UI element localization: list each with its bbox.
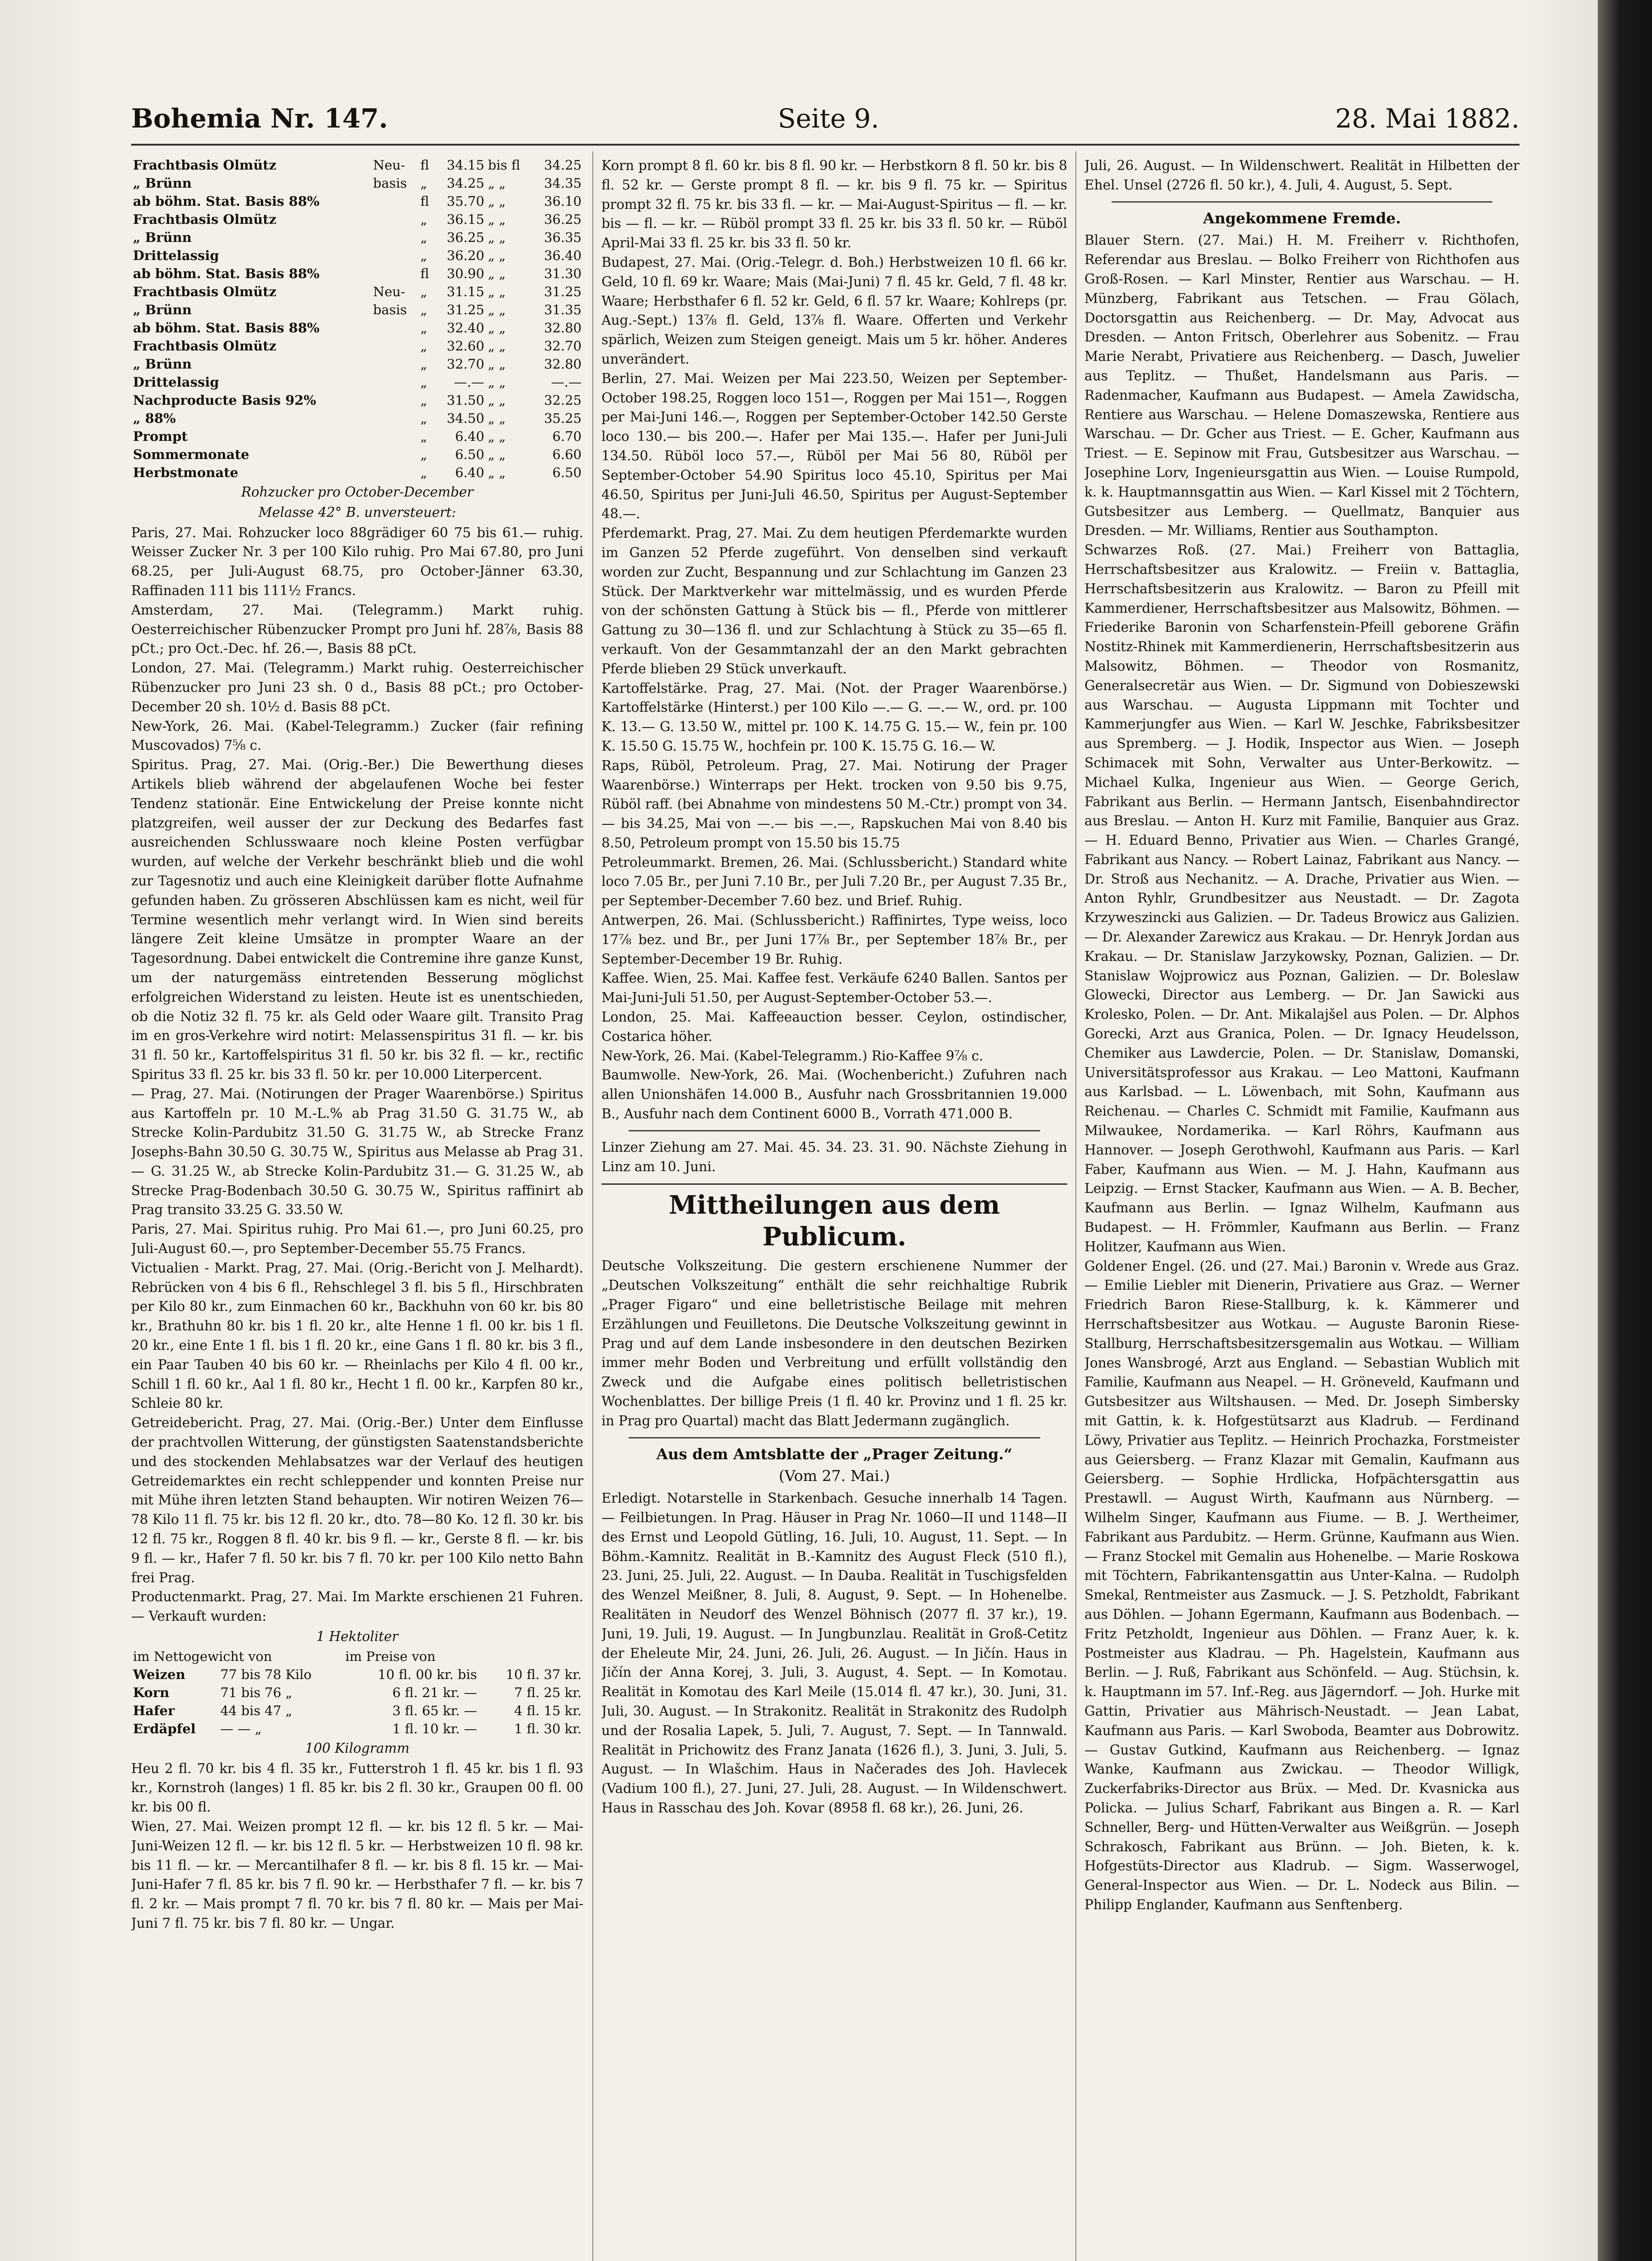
table-cell: „ „ [488, 374, 506, 390]
amtsblatt-continued: Juli, 26. August. — In Wildenschwert. Realität in Hilbetten der Ehel. Unsel (2726 fl. 50 kr.), 4. Juli, 4. August, 5. Sept. [1084, 158, 1519, 193]
table-cell: „ Brünn [133, 230, 192, 245]
table-cell: 31.30 [544, 266, 582, 281]
table-cell: 30.90 [446, 266, 484, 281]
table-cell: 32.40 [446, 320, 484, 336]
table-cell: „ „ [488, 212, 506, 227]
table-cell [371, 337, 419, 355]
table-cell: „ „ [488, 175, 506, 191]
table-cell: 34.15 [446, 157, 484, 173]
table-cell: 44 bis 47 „ [220, 1703, 293, 1718]
market-report-kaffee: Kaffee. Wien, 25. Mai. Kaffee fest. Verkäufe 6240 Ballen. Santos per Mai-Juni-Juli 51.50, per August-September-October 53.—. [601, 970, 1067, 1006]
newspaper-title: Bohemia Nr. 147. [131, 103, 388, 134]
table-row [131, 1665, 583, 1684]
table-cell: Frachtbasis Olmütz [133, 212, 277, 227]
market-report-producten: Productenmarkt. Prag, 27. Mai. Im Markte erschienen 21 Fuhren. — Verkauft wurden: [131, 1589, 583, 1624]
market-report-victualien: Victualien - Markt. Prag, 27. Mai. (Orig.-Bericht von J. Melhardt). Rebrücken von 4 bis 6 fl., Rehschlegel 3 fl. bis 5 fl., Hirschbraten per Kilo 80 kr., zum Einmachen 60 kr., Backhuhn von 60 kr. bis 80 kr., Brathuhn 80 kr. bis 1 fl. 20 kr., alte Henne 1 fl. 00 kr. bis 1 fl. 20 kr., eine Ente 1 fl. bis 1 fl. 20 kr., eine Gans 1 fl. 80 kr. bis 3 fl., ein Paar Tauben 40 bis 60 kr. — Rheinlachs per Kilo 4 fl. 00 kr., Schill 1 fl. 60 kr., Aal 1 fl. 80 kr., Hecht 1 fl. 00 kr., Karpfen 80 kr., Schleie 80 kr. [131, 1260, 583, 1411]
table-cell: 34.50 [446, 411, 484, 426]
table-cell: 31.25 [544, 284, 582, 299]
market-report-raps: Raps, Rüböl, Petroleum. Prag, 27. Mai. Notirung der Prager Waarenbörse.) Winterraps per Hekt. trocken von 9.50 bis 9.75, Rüböl raff. (bei Abnahme von mindestens 50 M.-Ctr.) prompt von 34.— bis 34.25, Mai von —.— bis —.—, Rapskuchen Mai von 8.40 bis 8.50, Petroleum prompt von 15.50 bis 15.75 [601, 757, 1067, 851]
table-cell: fl [420, 194, 429, 209]
market-report-wien: Wien, 27. Mai. Weizen prompt 12 fl. — kr. bis 12 fl. 5 kr. — Mai-Juni-Weizen 12 fl. — kr. bis 12 fl. 5 kr. — Herbstweizen 10 fl. 98 kr. bis 11 fl. — kr. — Mercantilhafer 8 fl. — kr. bis 8 fl. 15 kr. — Mai-Juni-Hafer 7 fl. 85 kr. bis 7 fl. 90 kr. — Herbsthafer 7 fl. — kr. bis 7 fl. 2 kr. — Mais prompt 7 fl. 70 kr. bis 7 fl. 80 kr. — Mais per Mai-Juni 7 fl. 75 kr. bis 7 fl. 80 kr. — Ungar. [131, 1819, 583, 1931]
table-cell [371, 265, 419, 283]
table-cell: „ [420, 284, 427, 299]
table-cell: 36.15 [446, 212, 484, 227]
table-cell [371, 409, 419, 427]
linzer-ziehung: Linzer Ziehung am 27. Mai. 45. 34. 23. 31. 90. Nächste Ziehung in Linz am 10. Juni. [601, 1139, 1067, 1174]
table-cell: „ [420, 356, 427, 372]
table-cell: „ „ [488, 194, 506, 209]
table-cell: 77 bis 78 Kilo [220, 1666, 312, 1682]
table-cell: 10 fl. 00 kr. bis [378, 1666, 477, 1682]
section-divider [629, 1437, 1040, 1438]
market-report-paris: Paris, 27. Mai. Rohzucker loco 88grädiger 60 75 bis 61.— ruhig. Weisser Zucker Nr. 3 per 100 Kilo ruhig. Pro Mai 67.80, pro Juni 68.25, per Juli-August 68.75, pro October-Jänner 63.30, Raffinaden 111 bis 111½ Francs. [131, 525, 583, 598]
table-cell: 6 fl. 21 kr. — [392, 1684, 477, 1700]
table-cell: „ [420, 393, 427, 408]
header-divider [131, 144, 1519, 146]
table-cell: 35.25 [544, 411, 582, 426]
table-cell: 6.50 [455, 447, 484, 462]
market-report-baumwolle: Baumwolle. New-York, 26. Mai. (Wochenbericht.) Zufuhren nach allen Unionshäfen 14.000 B., Ausfuhr nach Grossbritannien 19.000 B., Ausfuhr nach dem Continent 6000 B., Vorrath 471.000 B. [601, 1067, 1067, 1122]
market-report-pferdemarkt: Pferdemarkt. Prag, 27. Mai. Zu dem heutigen Pferdemarkte wurden im Ganzen 52 Pferde zugeführt. Von denselben sind verkauft worden zur Zucht, Bespannung und zur Schlachtung im Ganzen 23 Stück. Der Marktverkehr war mittelmässig, und es wurden Pferde von der schönsten Gattung à Stück bis — fl., Pferde von mittlerer Gattung zu 30—136 fl. und zur Schlachtung à Stück zu 35—65 fl. verkauft. Von der Gesammtanzahl der an den Markt gebrachten Pferde blieben 29 Stück unverkauft. [601, 525, 1067, 676]
table-cell [371, 373, 419, 391]
table-row [131, 265, 583, 283]
table-cell: 34.25 [544, 157, 582, 173]
amtsblatt-date: (Vom 27. Mai.) [779, 1467, 890, 1485]
table-row [131, 391, 583, 409]
fremde-title: Angekommene Fremde. [1203, 209, 1401, 227]
column-divider [592, 151, 593, 2261]
table-cell: „ [420, 248, 427, 263]
table-cell: „ [420, 429, 427, 444]
table-row [131, 210, 583, 228]
table-row [131, 409, 583, 427]
amtsblatt-text: Erledigt. Notarstelle in Starkenbach. Gesuche innerhalb 14 Tagen. — Feilbietungen. In Prag. Häuser in Prag Nr. 1060—II und 1148—II des Ernst und Leopold Gütling, 16. Juli, 10. August, 11. Sept. — In Böhm.-Kamnitz. Realität in B.-Kamnitz des August Fleck (510 fl.), 23. Juni, 25. Juli, 22. August. — In Dauba. Realität in Tuschigsfelden des Wenzel Meißner, 8. Juli, 8. August, 9. Sept. — In Hohenelbe. Realitäten in Neudorf des Wenzel Böhnisch (2077 fl. 37 kr.), 19. Juni, 19. Juli, 19. August. — In Jungbunzlau. Realität in Groß-Cetitz der Eheleute Mir, 24. Juni, 26. Juli, 26. August. — In Jičín. Haus in Jičín der Anna Korej, 3. Juli, 3. August, 4. Sept. — In Komotau. Realität in Komotau des Karl Meile (15.014 fl. 47 kr.), 30. Juni, 31. Juli, 30. August. — In Strakonitz. Realität in Strakonitz des Rudolph und der Rosalia Lapek, 5. Juli, 7. August, 7. Sept. — In Tannwald. Realität in Prichowitz des Franz Janata (1626 fl.), 3. Juni, 3. Juli, 5. August. — In Wlašchim. Haus in Načerades des Joh. Havlecek (Vadium 100 fl.), 27. Juni, 27. Juli, 28. August. — In Wildenschwert. Haus in Rasschau des Joh. Kovar (8958 fl. 68 kr.), 26. Juni, 26. [601, 1490, 1067, 1816]
table-cell: Frachtbasis Olmütz [133, 157, 277, 173]
table-cell: Neu- [373, 284, 405, 299]
table-cell: 31.15 [446, 284, 484, 299]
table-cell: Prompt [133, 429, 188, 444]
page-number: Seite 9. [778, 103, 880, 134]
table-cell [371, 427, 419, 445]
section-title: Mittheilungen aus dem Publicum. [601, 1183, 1067, 1253]
column-3 [1084, 156, 1519, 2261]
page-header [131, 103, 1519, 144]
table-cell: 31.50 [446, 393, 484, 408]
table-cell: 6.70 [552, 429, 582, 444]
table-cell: „ „ [488, 266, 506, 281]
hotel-blauer-stern: Blauer Stern. (27. Mai.) H. M. Freiherr v. Richthofen, Referendar aus Breslau. — Bolko Freiherr von Richthofen aus Groß-Rosen. — Karl Minster, Rentier aus Warschau. — H. Münzberg, Fabrikant aus Tetschen. — Frau Gölach, Doctorsgattin aus Reichenberg. — Dr. May, Advocat aus Dresden. — Anton Fritsch, Oberlehrer aus Sobenitz. — Frau Marie Nerabt, Privatiere aus Reichenberg. — Dasch, Juwelier aus Teplitz. — Thußet, Handelsmann aus Paris. — Radenmacher, Kaufmann aus Budapest. — Amela Zawidscha, Rentiere aus Warschau. — Helene Domaszewska, Rentiere aus Warschau. — Dr. Gcher aus Triest. — E. Gcher, Kaufmann aus Triest. — E. Sepinow mit Frau, Gutsbesitzer aus Warschau. — Josephine Lorv, Ingenieursgattin aus Wien. — Louise Rumpold, k. k. Hauptmannsgattin aus Wien. — Karl Kissel mit 2 Töchtern, Gutsbesitzer aus Lemberg. — Quellmatz, Banquier aus Dresden. — Mr. Williams, Rentier aus Southampton. [1084, 232, 1519, 539]
table-row [131, 464, 583, 482]
table-cell: 10 fl. 37 kr. [506, 1666, 582, 1682]
table-cell: „ „ [488, 230, 506, 245]
table-cell: „ „ [488, 465, 506, 480]
table-cell: 7 fl. 25 kr. [514, 1684, 582, 1700]
market-report-getreide: Getreidebericht. Prag, 27. Mai. (Orig.-Ber.) Unter dem Einflusse der prachtvollen Witterung, der günstigsten Saatenstandsberichte und des stockenden Mehlabsatzes war der Verlauf des heutigen Getreidemarktes ein recht schleppender und konnten Preise nur mit Mühe ihren letzten Stand behaupten. Wir notiren Weizen 76—78 Kilo 11 fl. 75 kr. bis 12 fl. 20 kr., dto. 78—80 Ko. 12 fl. 30 kr. bis 12 fl. 75 kr., Roggen 8 fl. 40 kr. bis 9 fl. — kr., Gerste 8 fl. — kr. bis 9 fl. — kr., Hafer 7 fl. 50 kr. bis 7 fl. 70 kr. per 100 Kilo netto Bahn frei Prag. [131, 1415, 583, 1585]
table-row [131, 355, 583, 373]
table-header: im Preise von [345, 1648, 436, 1664]
table-cell: —.— [551, 374, 582, 390]
sugar-quotes-table [131, 156, 583, 482]
table-cell: 1 fl. 30 kr. [514, 1721, 582, 1736]
table-cell: Herbstmonate [133, 465, 238, 480]
table-cell: 32.80 [544, 356, 582, 372]
rohzucker-subhead: Rohzucker pro October-December [241, 484, 473, 500]
table-cell: 6.60 [552, 447, 582, 462]
market-report-newyork: New-York, 26. Mai. (Kabel-Telegramm.) Zucker (fair refining Muscovados) 7⅝ c. [131, 718, 583, 753]
table-cell: „ 88% [133, 411, 176, 426]
table-cell: Frachtbasis Olmütz [133, 284, 277, 299]
table-cell: bis fl [488, 157, 521, 173]
table-cell: 71 bis 76 „ [220, 1684, 293, 1700]
table-cell: „ [420, 175, 427, 191]
table-cell: 34.25 [446, 175, 484, 191]
table-cell: Drittelassig [133, 374, 219, 390]
table-cell: Drittelassig [133, 248, 219, 263]
table-cell: 36.10 [544, 194, 582, 209]
table-cell: „ „ [488, 302, 506, 317]
market-report-petroleum: Petroleummarkt. Bremen, 26. Mai. (Schlussbericht.) Standard white loco 7.05 Br., per Juni 7.10 Br., per Juli 7.20 Br., per August 7.35 Br., per September-December 7.60 bez. und Brief. Ruhig. [601, 854, 1067, 909]
table-cell: „ Brünn [133, 356, 192, 372]
market-report-newyork-kaffee: New-York, 26. Mai. (Kabel-Telegramm.) Rio-Kaffee 9⅞ c. [601, 1048, 984, 1064]
table-row [131, 1702, 583, 1720]
table-cell: „ [420, 374, 427, 390]
amtsblatt-title: Aus dem Amtsblatte der „Prager Zeitung.“ [656, 1445, 1013, 1463]
table-cell: 6.40 [455, 429, 484, 444]
table-cell: „ [420, 320, 427, 336]
table-cell: „ „ [488, 411, 506, 426]
table-cell: „ „ [488, 393, 506, 408]
table-cell: „ [420, 212, 427, 227]
table-cell: —.— [454, 374, 484, 390]
producten-table [131, 1647, 583, 1738]
table-cell: „ [420, 230, 427, 245]
table-cell: 32.60 [446, 338, 484, 354]
table-row [131, 445, 583, 464]
hotel-schwarzes-ross: Schwarzes Roß. (27. Mai.) Freiherr von Battaglia, Herrschaftsbesitzer aus Kralowitz. — Freiin v. Battaglia, Herrschaftsbesitzerin aus Kralowitz. — Baron zu Pfeill mit Kammerdiener, Herrschaftsbesitzer aus Malsowitz, Böhmen. — Friederike Baronin von Scharfenstein-Pfeill geborene Gräfin Nostitz-Rhinek mit Kammerdienerin, Herrschaftsbesitzerin aus Malsowitz, Böhmen. — Theodor von Rosmanitz, Generalsecretär aus Wien. — Dr. Sigmund von Dobieszewski aus Warschau. — Augusta Lippmann mit Tochter und Kammerjungfer aus Wien. — Karl W. Jeschke, Fabriksbesitzer aus Spremberg. — J. Hodik, Inspector aus Wien. — Joseph Schimacek mit Sohn, Verwalter aus Unter-Berkowitz. — Michael Kulka, Ingenieur aus Wien. — George Gerich, Fabrikant aus Berlin. — Hermann Jantsch, Eisenbahndirector aus Breslau. — Anton H. Kurz mit Familie, Banquier aus Graz. — H. Eduard Benno, Privatier aus Wien. — Charles Grangé, Fabrikant aus Nancy. — Robert Lainaz, Fabrikant aus Nancy. — Dr. Stroß aus Nechanitz. — A. Drache, Privatier aus Wien. — Anton Ryhlr, Grundbesitzer aus Neustadt. — Dr. Zagota Krzyweszincki aus Galizien. — Dr. Tadeus Browicz aus Galizien. — Dr. Alexander Zarewicz aus Krakau. — Dr. Henryk Jordan aus Krakau. — Dr. Stanislaw Jarzykowsky, Poznan, Galizien. — Dr. Stanislaw Wojprowicz aus Poznan, Galizien. — Dr. Boleslaw Glowecki, Director aus Lemberg. — Dr. Jan Sawicki aus Krolesko, Polen. — Dr. Ant. Mikalajšel aus Polen. — Dr. Alphos Gorecki, Arzt aus Granica, Polen. — Dr. Ignacy Heudelsson, Chemiker aus Lawdercie, Polen. — Dr. Stanislaw, Domanski, Universitätsprofessor aus Krakau. — Leo Mattoni, Kaufmann aus Karlsbad. — L. Löwenbach, mit Sohn, Kaufmann aus Reichenau. — Charles C. Schmidt mit Familie, Kaufmann aus Milwaukee, Nordamerika. — Karl Röhrs, Kaufmann aus Hannover. — Joseph Gerothwohl, Kaufmann aus Paris. — Karl Faber, Kaufmann aus Wien. — M. J. Hahn, Kaufmann aus Leipzig. — Ernst Stacker, Kaufmann aus Wien. — A. B. Becher, Kaufmann aus Berlin. — Ignaz Wilhelm, Kaufmann aus Budapest. — H. Frömmler, Kaufmann aus Berlin. — Franz Holitzer, Kaufmann aus Wien. [1084, 542, 1519, 1254]
market-report-amsterdam: Amsterdam, 27. Mai. (Telegramm.) Markt ruhig. Oesterreichischer Rübenzucker Prompt pro Juni hf. 28⅞, Basis 88 pCt.; pro Oct.-Dec. hf. 26.—, Basis 88 pCt. [131, 602, 583, 657]
table-cell: ab böhm. Stat. Basis 88% [133, 194, 320, 209]
table-cell: fl [420, 157, 429, 173]
table-cell: „ [420, 411, 427, 426]
market-report-london: London, 27. Mai. (Telegramm.) Markt ruhig. Oesterreichischer Rübenzucker pro Juni 23 sh. 0 d., Basis 88 pCt.; pro October-December 20 sh. 10½ d. Basis 88 pCt. [131, 660, 583, 714]
table-cell: 3 fl. 65 kr. — [392, 1703, 477, 1718]
table-row [131, 174, 583, 192]
book-binding-edge [1598, 0, 1652, 2261]
table-cell: „ „ [488, 284, 506, 299]
table-cell: 32.70 [544, 338, 582, 354]
column-divider [1075, 151, 1076, 2261]
table-cell: „ [420, 302, 427, 317]
table-cell: 4 fl. 15 kr. [514, 1703, 582, 1718]
table-row [131, 1720, 583, 1738]
table-cell: 32.80 [544, 320, 582, 336]
table-row [131, 192, 583, 210]
table-header: im Nettogewicht von [133, 1648, 272, 1664]
table-cell: „ „ [488, 320, 506, 336]
table-cell [371, 391, 419, 409]
table-row [131, 246, 583, 265]
table-row [131, 373, 583, 391]
melasse-subhead: Melasse 42° B. unversteuert: [258, 504, 456, 520]
table-cell: „ „ [488, 447, 506, 462]
table-cell: Neu- [373, 157, 405, 173]
market-report-kartoffelstaerke: Kartoffelstärke. Prag, 27. Mai. (Not. der Prager Waarenbörse.) Kartoffelstärke (Hinterst.) per 100 Kilo —.— G. —.— W., ord. pr. 100 K. 13.— G. 13.50 W., mittel pr. 100 K. 14.75 G. 15.— W., fein pr. 100 K. 15.50 G. 15.75 W., hochfein pr. 100 K. 15.75 G. 16.— W. [601, 680, 1067, 754]
market-report-heu: Heu 2 fl. 70 kr. bis 4 fl. 35 kr., Futterstroh 1 fl. 45 kr. bis 1 fl. 93 kr., Kornstroh (langes) 1 fl. 85 kr. bis 2 fl. 30 kr., Graupen 00 fl. 00 kr. bis 00 fl. [131, 1760, 583, 1815]
table-cell [371, 192, 419, 210]
table-cell: ab böhm. Stat. Basis 88% [133, 320, 320, 336]
market-report-london-kaffee: London, 25. Mai. Kaffeeauction besser. Ceylon, ostindischer, Costarica höher. [601, 1009, 1067, 1044]
table-cell: Nachproducte Basis 92% [133, 393, 316, 408]
market-report-antwerpen: Antwerpen, 26. Mai. (Schlussbericht.) Raffinirtes, Type weiss, loco 17⅞ bez. und Br., per Juni 17⅞ Br., per September 18⅞ Br., per September-December 19 Br. Ruhig. [601, 913, 1067, 967]
table-cell: „ [420, 338, 427, 354]
table-row [131, 427, 583, 445]
column-1 [131, 156, 583, 2261]
market-report-paris-spiritus: Paris, 27. Mai. Spiritus ruhig. Pro Mai 61.—, pro Juni 60.25, pro Juli-August 60.—, pro September-December 55.75 Francs. [131, 1221, 583, 1257]
table-cell: „ „ [488, 338, 506, 354]
section-divider [629, 1130, 1040, 1131]
table-row [131, 1684, 583, 1702]
table-cell: 36.35 [544, 230, 582, 245]
table-cell: 34.35 [544, 175, 582, 191]
table-row [131, 283, 583, 301]
table-cell [371, 319, 419, 337]
table-row [131, 228, 583, 246]
table-cell [371, 464, 419, 482]
table-cell: 32.25 [544, 393, 582, 408]
table-cell: ab böhm. Stat. Basis 88% [133, 266, 320, 281]
table-cell: Weizen [133, 1666, 185, 1682]
table-cell: „ Brünn [133, 175, 192, 191]
column-2 [601, 156, 1067, 2261]
section-divider [1112, 201, 1492, 203]
table-row [131, 156, 583, 174]
market-report-korn: Korn prompt 8 fl. 60 kr. bis 8 fl. 90 kr. — Herbstkorn 8 fl. 50 kr. bis 8 fl. 52 kr. — Gerste prompt 8 fl. — kr. bis 9 fl. 75 kr. — Spiritus prompt 32 fl. 75 kr. bis 33 fl. — kr. — Mai-August-Spiritus — fl. — kr. bis — fl. — kr. — Rüböl prompt 33 fl. 25 kr. bis 33 fl. 50 kr. — Rüböl April-Mai 33 fl. 25 kr. bis 33 fl. 50 kr. [601, 158, 1067, 251]
table-row [131, 337, 583, 355]
table-cell: „ Brünn [133, 302, 192, 317]
table-cell: 36.20 [446, 248, 484, 263]
table-cell: Frachtbasis Olmütz [133, 338, 277, 354]
table-cell: basis [373, 175, 407, 191]
table-cell: 36.25 [544, 212, 582, 227]
table-cell: 31.35 [544, 302, 582, 317]
table-cell: Hafer [133, 1703, 175, 1718]
table-cell: 36.25 [446, 230, 484, 245]
market-report-prag-spiritus: — Prag, 27. Mai. (Notirungen der Prager Waarenbörse.) Spiritus aus Kartoffeln pr. 10 M.-L.% ab Prag 31.50 G. 31.75 W., ab Strecke Kolin-Pardubitz 31.50 G. 31.75 W., ab Strecke Franz Josephs-Bahn 30.50 G. 30.75 W., Spiritus aus Melasse ab Prag 31.— G. 31.25 W., ab Strecke Kolin-Pardubitz 31.— G. 31.25 W., ab Strecke Prag-Bodenbach 30.50 G. 30.75 W., Spiritus raffinirt ab Prag transito 33.25 G. 33.50 W. [131, 1086, 583, 1218]
table-cell [371, 228, 419, 246]
table-cell [371, 445, 419, 464]
table-cell: „ [420, 465, 427, 480]
table-cell: 36.40 [544, 248, 582, 263]
table-cell: Erdäpfel [133, 1721, 196, 1736]
table-cell [371, 355, 419, 373]
market-report-berlin: Berlin, 27. Mai. Weizen per Mai 223.50, Weizen per September-October 198.25, Roggen loco 151—, Roggen per Mai 151—, Roggen per Mai-Juni 146.—, Roggen per September-October 142.50 Gerste loco 130.— bis 200.—. Hafer per Mai 135.—. Hafer per Juni-Juli 134.50. Rüböl loco 57.—, Rüböl per Mai 56 80, Rüböl per September-October 54.90 Spiritus loco 45.10, Spiritus per Mai 46.50, Spiritus per Juni-Juli 46.50, Spiritus per August-September 48.—. [601, 370, 1067, 522]
table-cell: fl [420, 266, 429, 281]
table-cell: „ „ [488, 429, 506, 444]
table-row [131, 319, 583, 337]
table-cell: „ „ [488, 248, 506, 263]
table-cell [371, 246, 419, 265]
issue-date: 28. Mai 1882. [1335, 103, 1519, 134]
table-cell: 35.70 [446, 194, 484, 209]
table-row [131, 301, 583, 319]
table-cell: Korn [133, 1684, 170, 1700]
table-cell: 6.40 [455, 465, 484, 480]
table-cell: „ „ [488, 356, 506, 372]
market-report-budapest: Budapest, 27. Mai. (Orig.-Telegr. d. Boh.) Herbstweizen 10 fl. 66 kr. Geld, 10 fl. 69 kr. Waare; Mais (Mai-Juni) 7 fl. 45 kr. Geld, 7 fl. 48 kr. Waare; Herbsthafer 6 fl. 52 kr. Geld, 6 fl. 57 kr. Waare; Kohlreps (pr. Aug.-Sept.) 13⅞ fl. Geld, 13⅞ fl. Waare. Offerten und Verkehr spärlich, Weizen zum Steigen geneigt. Mais um 5 kr. höher. Anderes unverändert. [601, 254, 1067, 367]
table-cell: 32.70 [446, 356, 484, 372]
hotel-goldener-engel: Goldener Engel. (26. und (27. Mai.) Baronin v. Wrede aus Graz. — Emilie Liebler mit Dienerin, Privatiere aus Graz. — Werner Friedrich Baron Riese-Stallburg, k. k. Kämmerer und Herrschaftsbesitzer aus Wotkau. — Auguste Baronin Riese-Stallburg, Herrschaftsbesitzersgemalin aus Wotkau. — William Jones Wansbrogé, Arzt aus England. — Sebastian Wublich mit Familie, Kaufmann aus Neapel. — H. Gröneveld, Kaufmann und Gutsbesitzer aus Wiltshausen. — Med. Dr. Joseph Simbersky mit Gattin, k. k. Hofgestütsarzt aus Kladrub. — Ferdinand Löwy, Privatier aus Teplitz. — Heinrich Prochazka, Forstmeister aus Geiersberg. — Franz Klazar mit Gemalin, Kaufmann aus Geiersberg. — Sophie Hrdlicka, Hofpächtersgattin aus Prestawll. — August Wirth, Kaufmann aus Nürnberg. — Wilhelm Singer, Kaufmann aus Fiume. — B. J. Wertheimer, Fabrikant aus Pardubitz. — Herm. Grünne, Kaufmann aus Wien. — Franz Stockel mit Gemalin aus Hohenelbe. — Marie Roskowa mit Töchtern, Fabrikantensgattin aus Unter-Kalna. — Rudolph Smekal, Rentmeister aus Zasmuck. — J. S. Petzholdt, Fabrikant aus Döhlen. — Johann Egermann, Kaufmann aus Bodenbach. — Fritz Petzholdt, Ingenieur aus Döhlen. — Franz Auer, k. k. Postmeister aus Kladrau. — Ph. Hagelstein, Kaufmann aus Berlin. — J. Ruß, Fabrikant aus Schönfeld. — Aug. Stüchsin, k. k. Hauptmann im 57. Inf.-Reg. aus Jägerndorf. — Joh. Hurke mit Gattin, Privatier aus Mährisch-Neustadt. — Jean Labat, Kaufmann aus Paris. — Karl Swoboda, Beamter aus Dobrowitz. — Gustav Gutkind, Kaufmann aus Reichenberg. — Ignaz Wanke, Kaufmann aus Zwickau. — Theodor Willigk, Zuckerfabriks-Director aus Brüx. — Med. Dr. Kvasnicka aus Policka. — Julius Scharf, Fabrikant aus Bingen a. R. — Karl Schneller, Berg- und Hütten-Verwalter aus Weißgrün. — Joseph Schrakosch, Fabrikant aus Brünn. — Joh. Bieten, k. k. Hofgestüts-Director aus Kladrub. — Sigm. Wasserwogel, General-Inspector aus Wien. — Dr. L. Nodeck aus Bilin. — Philipp Englander, Kaufmann aus Senftenberg. [1084, 1258, 1519, 1912]
table-cell: „ [420, 447, 427, 462]
table-cell [371, 210, 419, 228]
notice-volkszeitung: Deutsche Volkszeitung. Die gestern erschienene Nummer der „Deutschen Volkszeitung“ enthält die sehr reichhaltige Rubrik „Prager Figaro“ und eine belletristische Beilage mit mehren Erzählungen und Feuilletons. Die Deutsche Volkszeitung gewinnt in Prag und auf dem Lande insbesondere in den deutschen Bezirken immer mehr Boden und Verbreitung und erfüllt vollständig den Zweck und die Aufgabe eines politisch belletristischen Wochenblattes. Der billige Preis (1 fl. 40 kr. Provinz und 1 fl. 25 kr. in Prag pro Quartal) macht das Blatt Jedermann zugänglich. [601, 1258, 1067, 1428]
hektoliter-label: 1 Hektoliter [316, 1629, 398, 1645]
table-cell: 1 fl. 10 kr. — [392, 1721, 477, 1736]
table-cell: 6.50 [552, 465, 582, 480]
market-report-spiritus: Spiritus. Prag, 27. Mai. (Orig.-Ber.) Die Bewerthung dieses Artikels blieb während der abgelaufenen Woche bei fester Tendenz stationär. Eine Entwickelung der Preise konnte nicht platzgreifen, weil ausser der zur Deckung des Bedarfes fast ausreichenden Schlusswaare noch kleine Posten verfügbar wurden, auf welche der Verkehr beschränkt blieb und die wohl zur Tagesnotiz und auch eine Kleinigkeit darüber flotte Aufnahme gefunden haben. Zu grösseren Abschlüssen kam es nicht, weil für Termine wesentlich mehr verlangt wird. In Wien sind bereits längere Zeit kleine Umsätze in prompter Waare an der Tagesordnung. Dabei entwickelt die Contremine ihre ganze Kunst, um der naturgemäss eintretenden Besserung möglichst erfolgreichen Widerstand zu leisten. Heute ist es unentschieden, ob die Notiz 32 fl. 75 kr. als Geld oder Waare gilt. Transito Prag im en gros-Verkehre wird notirt: Melassenspiritus 31 fl. — kr. bis 31 fl. 50 kr., Kartoffelspiritus 31 fl. 50 kr. bis 32 fl. — kr., rectific Spiritus 33 fl. 25 kr. bis 33 fl. 50 kr. per 10.000 Literpercent. [131, 757, 583, 1082]
kilogramm-label: 100 Kilogramm [305, 1740, 410, 1756]
table-cell: 31.25 [446, 302, 484, 317]
table-cell: Sommermonate [133, 447, 250, 462]
table-cell: basis [373, 302, 407, 317]
table-cell: — — „ [220, 1721, 262, 1736]
